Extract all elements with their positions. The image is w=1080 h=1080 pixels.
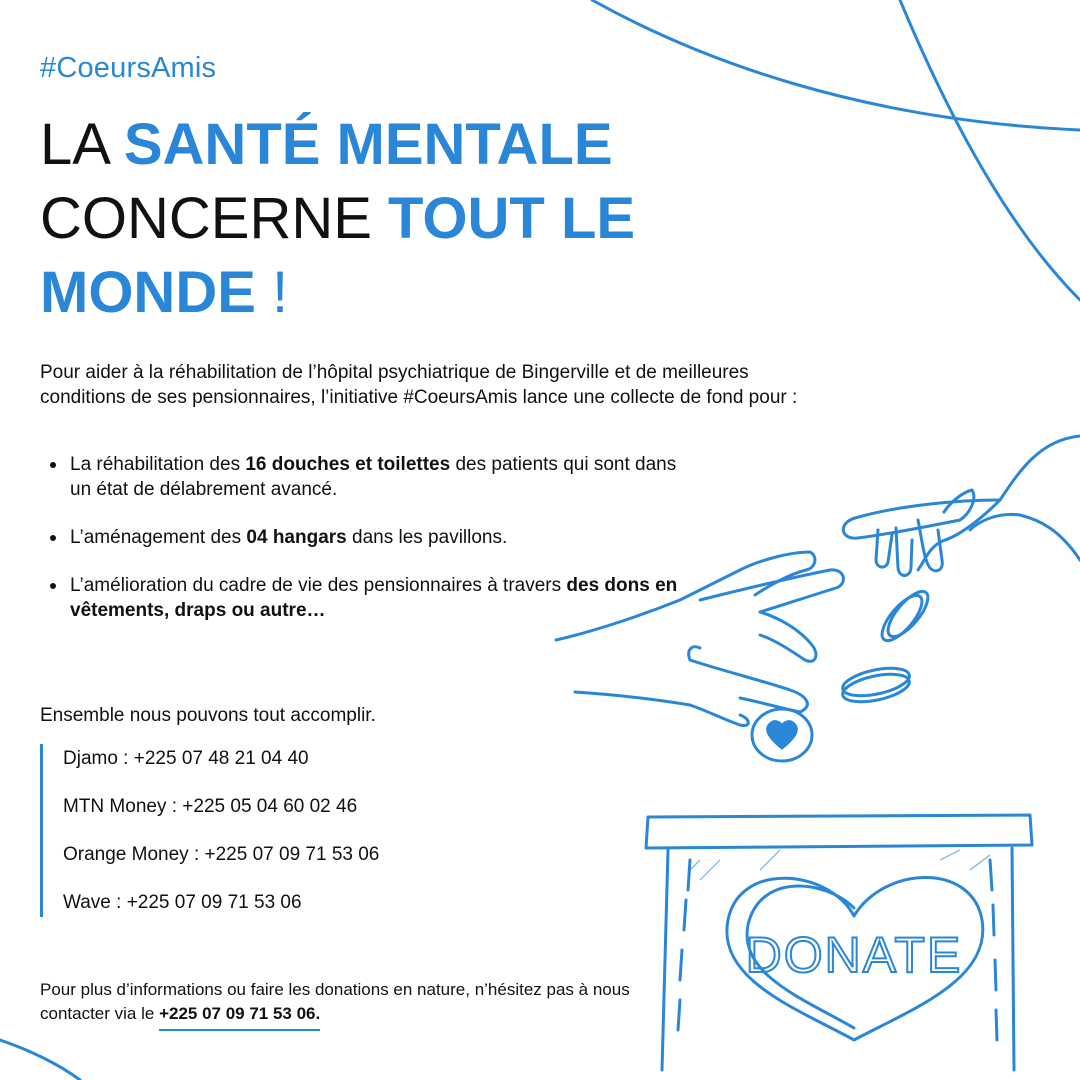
payment-contacts xyxy=(40,744,460,917)
hashtag: #CoeursAmis xyxy=(40,52,217,84)
point-bold: 16 douches et toilettes xyxy=(245,454,451,475)
point-text: L’amélioration du cadre de vie des pensionnaires à travers xyxy=(70,575,567,596)
title-plain-1: LA xyxy=(40,112,124,177)
together-text: Ensemble nous pouvons tout accomplir. xyxy=(40,705,376,726)
goals-list xyxy=(40,452,680,646)
intro-text: Pour aider à la réhabilitation de l’hôpital psychiatrique de Bingerville et de meilleures conditions de ses pensionnaires, l’initiative #CoeursAmis lance une collecte de fond pour : xyxy=(40,362,798,408)
page-title xyxy=(40,108,760,330)
contact-orange-money: Orange Money : +225 07 09 71 53 06 xyxy=(63,844,380,865)
footer-phone-link[interactable]: +225 07 09 71 53 06. xyxy=(159,1002,320,1031)
title-highlight-3: MONDE xyxy=(40,260,256,325)
contact-wave: Wave : +225 07 09 71 53 06 xyxy=(63,892,302,913)
point-bold: des dons en vêtements, draps ou autre… xyxy=(70,575,678,621)
point-text: L’aménagement des xyxy=(70,527,247,548)
title-plain-3: ! xyxy=(255,260,289,325)
title-plain-2: CONCERNE xyxy=(40,186,389,251)
contact-mtn-money: MTN Money : +225 05 04 60 02 46 xyxy=(63,796,358,817)
footer-text xyxy=(40,978,640,1031)
point-text: La réhabilitation des xyxy=(70,454,246,475)
list-item xyxy=(40,573,680,623)
title-highlight-2: TOUT LE xyxy=(388,186,636,251)
point-text: dans les pavillons. xyxy=(346,527,508,548)
title-highlight-1: SANTÉ MENTALE xyxy=(123,112,613,177)
list-item xyxy=(40,525,680,550)
contact-djamo: Djamo : +225 07 48 21 04 40 xyxy=(63,748,309,769)
donate-label: DONATE xyxy=(745,927,963,983)
point-text: des patients qui sont dans un état de délabrement avancé. xyxy=(70,454,677,500)
point-bold: 04 hangars xyxy=(246,527,347,548)
footer-message: Pour plus d’informations ou faire les donations en nature, n’hésitez pas à nous contacter via le xyxy=(40,980,630,1023)
list-item xyxy=(40,452,680,502)
